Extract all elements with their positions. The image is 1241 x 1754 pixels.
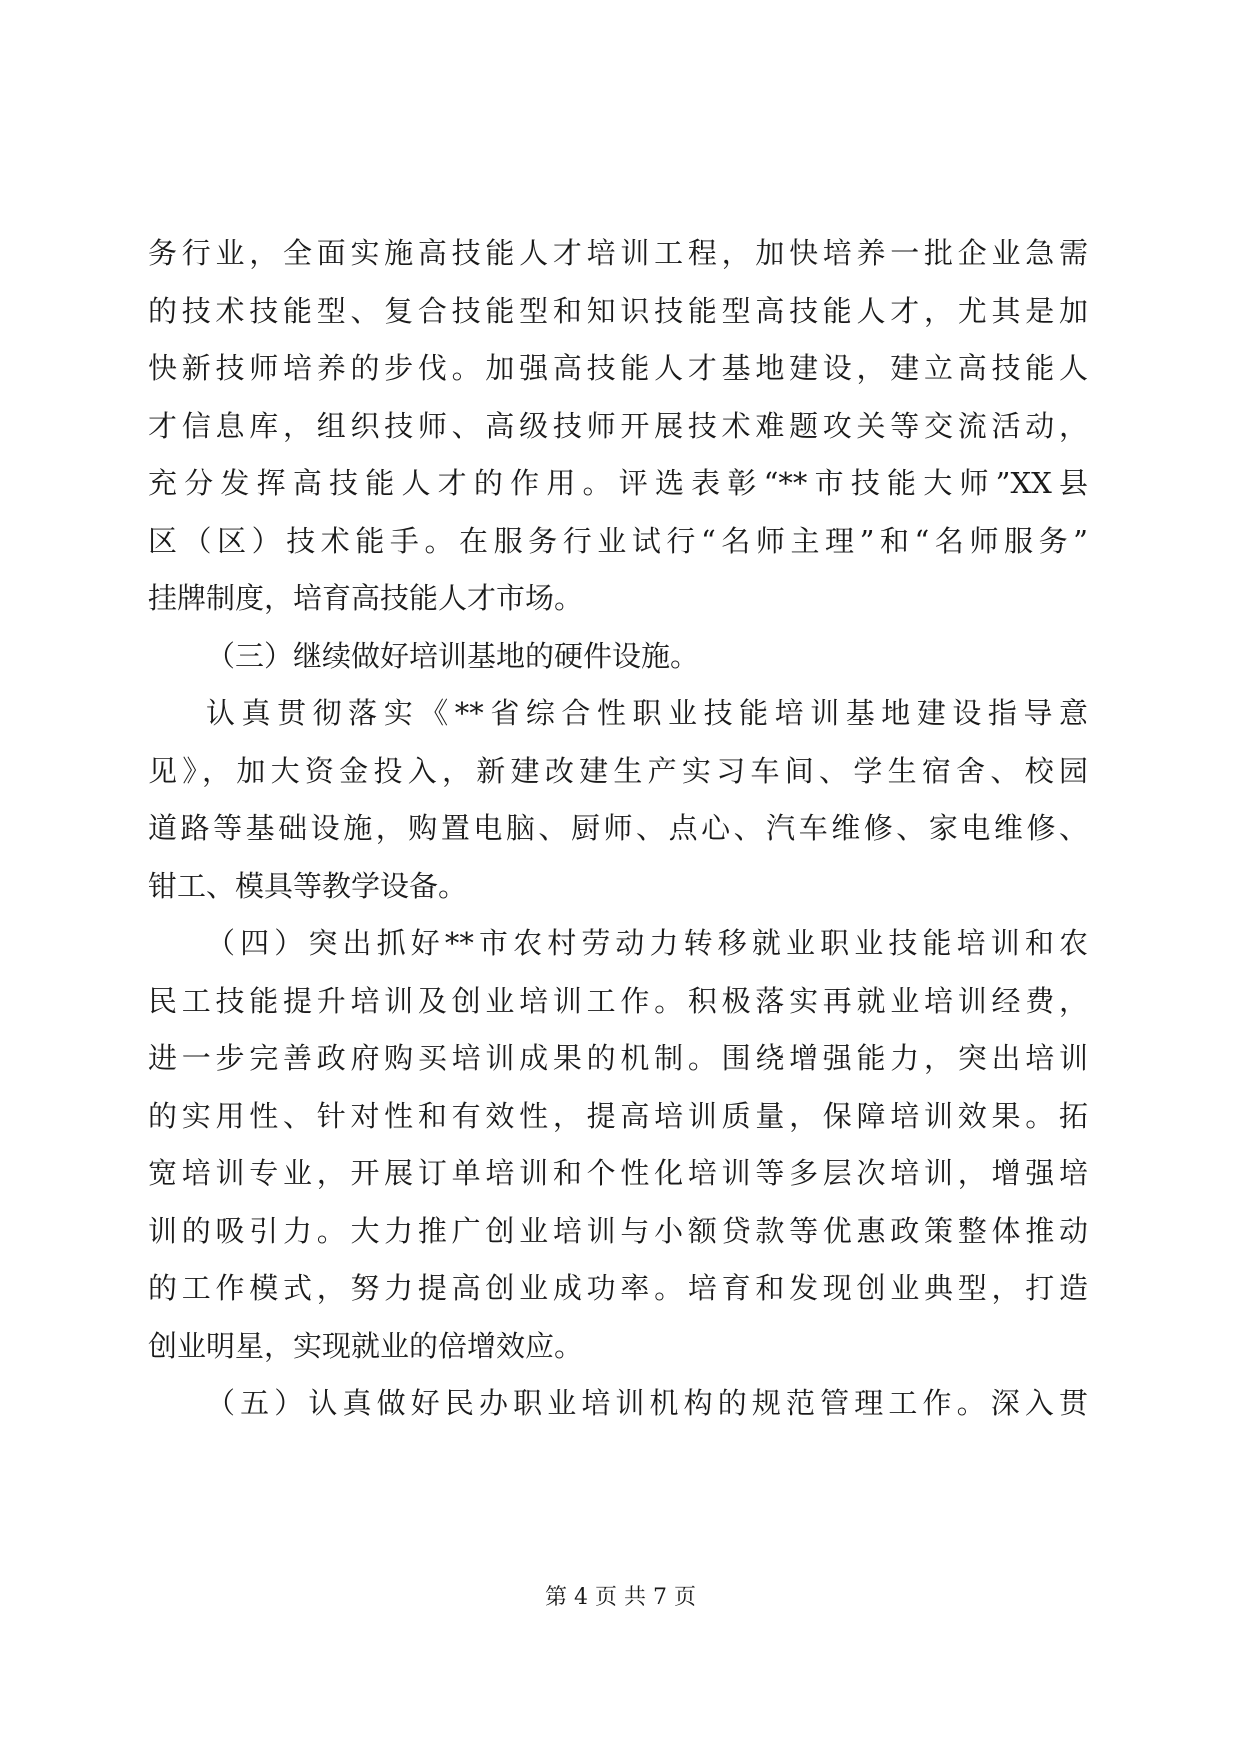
text-line: 充分发挥高技能人才的作用。评选表彰“**市技能大师”XX县	[148, 466, 1088, 500]
text-line: 快新技师培养的步伐。加强高技能人才基地建设，建立高技能人	[148, 351, 1088, 385]
text-line: 宽培训专业，开展订单培训和个性化培训等多层次培训，增强培	[148, 1156, 1088, 1190]
text-line: 务行业，全面实施高技能人才培训工程，加快培养一批企业急需	[148, 236, 1088, 270]
text-line: 民工技能提升培训及创业培训工作。积极落实再就业培训经费，	[148, 983, 1088, 1018]
text-line: 训的吸引力。大力推广创业培训与小额贷款等优惠政策整体推动	[148, 1213, 1088, 1248]
text-line: 钳工、模具等教学设备。	[148, 868, 468, 903]
text-line: 挂牌制度，培育高技能人才市场。	[148, 581, 584, 615]
text-line: （四）突出抓好**市农村劳动力转移就业职业技能培训和农	[206, 926, 1088, 960]
text-line: 道路等基础设施，购置电脑、厨师、点心、汽车维修、家电维修、	[148, 811, 1088, 845]
text-line: 的技术技能型、复合技能型和知识技能型高技能人才，尤其是加	[148, 293, 1088, 328]
text-line: 的工作模式，努力提高创业成功率。培育和发现创业典型，打造	[148, 1271, 1088, 1305]
text-line: （三）继续做好培训基地的硬件设施。	[206, 638, 700, 673]
text-line: 认真贯彻落实《**省综合性职业技能培训基地建设指导意	[206, 696, 1088, 730]
text-line: 的实用性、针对性和有效性，提高培训质量，保障培训效果。拓	[148, 1098, 1088, 1133]
text-line: 区（区）技术能手。在服务行业试行“名师主理”和“名师服务”	[148, 523, 1088, 558]
text-line: 创业明星，实现就业的倍增效应。	[148, 1328, 584, 1363]
text-line: 见》，加大资金投入，新建改建生产实习车间、学生宿舍、校园	[148, 753, 1088, 788]
text-line: 才信息库，组织技师、高级技师开展技术难题攻关等交流活动，	[148, 408, 1088, 443]
text-line: （五）认真做好民办职业培训机构的规范管理工作。深入贯	[206, 1386, 1088, 1420]
text-line: 进一步完善政府购买培训成果的机制。围绕增强能力，突出培训	[148, 1041, 1088, 1075]
page-footer: 第 4 页 共 7 页	[545, 1585, 696, 1610]
document-body	[148, 225, 1088, 1433]
